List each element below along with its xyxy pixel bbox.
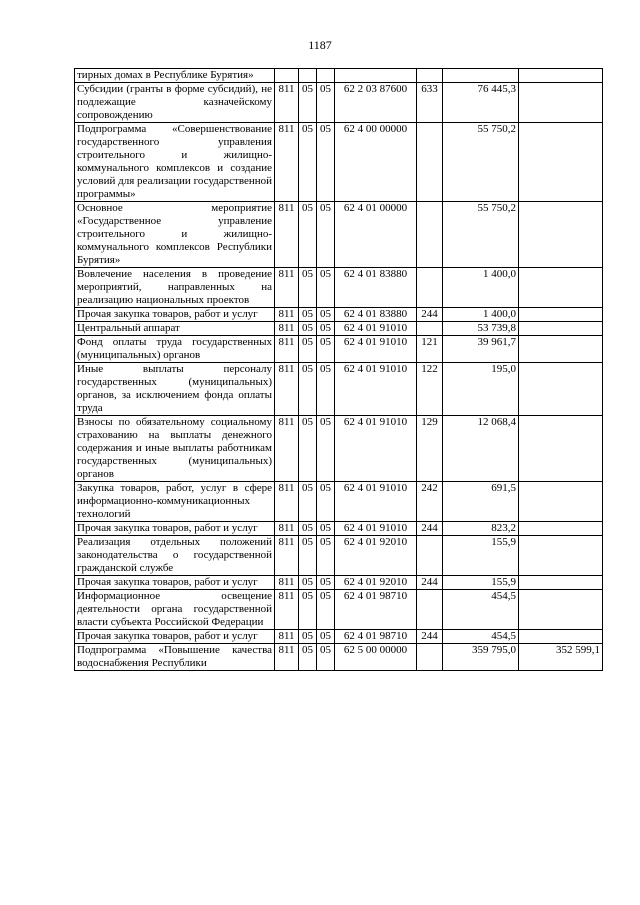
expense-type-code-cell (417, 69, 443, 83)
expense-name-cell: Иные выплаты персоналу государственных (муниципальных) органов, за исключением фонда оплаты труда (75, 363, 275, 416)
amount-cell: 76 445,3 (443, 83, 519, 123)
target-item-code-cell: 62 4 01 91010 (335, 416, 417, 482)
amount-cell: 155,9 (443, 576, 519, 590)
table-row (75, 123, 603, 202)
ministry-code-cell: 811 (275, 644, 299, 671)
expense-type-code-cell: 244 (417, 630, 443, 644)
amount-secondary-cell (519, 482, 603, 522)
table-row (75, 308, 603, 322)
ministry-code-cell: 811 (275, 536, 299, 576)
amount-secondary-cell: 352 599,1 (519, 644, 603, 671)
target-item-code-cell: 62 5 00 00000 (335, 644, 417, 671)
ministry-code-cell: 811 (275, 522, 299, 536)
amount-cell: 39 961,7 (443, 336, 519, 363)
table-row (75, 363, 603, 416)
expense-name-cell: Центральный аппарат (75, 322, 275, 336)
table-row (75, 522, 603, 536)
table-row (75, 322, 603, 336)
expense-name-cell: Информационное освещение деятельности органа государственной власти субъекта Российской Федерации (75, 590, 275, 630)
section-code-cell: 05 (299, 322, 317, 336)
expense-type-code-cell (417, 322, 443, 336)
subsection-code-cell: 05 (317, 522, 335, 536)
table-row (75, 590, 603, 630)
expense-type-code-cell (417, 202, 443, 268)
ministry-code-cell: 811 (275, 202, 299, 268)
amount-cell: 1 400,0 (443, 308, 519, 322)
amount-cell: 454,5 (443, 630, 519, 644)
table-row (75, 336, 603, 363)
ministry-code-cell: 811 (275, 336, 299, 363)
amount-secondary-cell (519, 576, 603, 590)
subsection-code-cell: 05 (317, 416, 335, 482)
target-item-code-cell: 62 4 01 91010 (335, 522, 417, 536)
subsection-code-cell: 05 (317, 202, 335, 268)
expense-name-cell: Основное мероприятие «Государственное управление строительного и жилищно-коммунального комплексов Республики Бурятия» (75, 202, 275, 268)
table-row (75, 630, 603, 644)
amount-secondary-cell (519, 416, 603, 482)
table-row (75, 644, 603, 671)
ministry-code-cell: 811 (275, 363, 299, 416)
ministry-code-cell: 811 (275, 482, 299, 522)
target-item-code-cell: 62 4 01 83880 (335, 268, 417, 308)
ministry-code-cell: 811 (275, 83, 299, 123)
amount-cell: 454,5 (443, 590, 519, 630)
amount-secondary-cell (519, 83, 603, 123)
subsection-code-cell: 05 (317, 308, 335, 322)
table-row (75, 576, 603, 590)
subsection-code-cell: 05 (317, 268, 335, 308)
table-row (75, 83, 603, 123)
section-code-cell: 05 (299, 522, 317, 536)
section-code-cell: 05 (299, 630, 317, 644)
amount-cell: 12 068,4 (443, 416, 519, 482)
ministry-code-cell (275, 69, 299, 83)
expense-name-cell: Прочая закупка товаров, работ и услуг (75, 522, 275, 536)
amount-secondary-cell (519, 522, 603, 536)
target-item-code-cell: 62 4 01 92010 (335, 576, 417, 590)
expense-type-code-cell (417, 644, 443, 671)
ministry-code-cell: 811 (275, 576, 299, 590)
section-code-cell: 05 (299, 536, 317, 576)
expense-type-code-cell: 244 (417, 308, 443, 322)
ministry-code-cell: 811 (275, 416, 299, 482)
subsection-code-cell: 05 (317, 576, 335, 590)
ministry-code-cell: 811 (275, 308, 299, 322)
amount-cell (443, 69, 519, 83)
subsection-code-cell: 05 (317, 644, 335, 671)
subsection-code-cell: 05 (317, 536, 335, 576)
amount-secondary-cell (519, 308, 603, 322)
ministry-code-cell: 811 (275, 123, 299, 202)
table-row (75, 268, 603, 308)
amount-cell: 1 400,0 (443, 268, 519, 308)
expense-name-cell: Прочая закупка товаров, работ и услуг (75, 576, 275, 590)
expense-name-cell: Прочая закупка товаров, работ и услуг (75, 630, 275, 644)
expense-name-cell: Прочая закупка товаров, работ и услуг (75, 308, 275, 322)
ministry-code-cell: 811 (275, 268, 299, 308)
target-item-code-cell: 62 4 01 91010 (335, 482, 417, 522)
expense-type-code-cell: 242 (417, 482, 443, 522)
subsection-code-cell: 05 (317, 83, 335, 123)
table-row (75, 416, 603, 482)
table-row (75, 69, 603, 83)
expense-name-cell: Закупка товаров, работ, услуг в сфере информационно-коммуникационных технологий (75, 482, 275, 522)
target-item-code-cell: 62 4 01 91010 (335, 322, 417, 336)
target-item-code-cell (335, 69, 417, 83)
amount-cell: 691,5 (443, 482, 519, 522)
expense-name-cell: Реализация отдельных положений законодательства о государственной гражданской службе (75, 536, 275, 576)
section-code-cell: 05 (299, 416, 317, 482)
target-item-code-cell: 62 4 01 92010 (335, 536, 417, 576)
amount-secondary-cell (519, 69, 603, 83)
ministry-code-cell: 811 (275, 630, 299, 644)
expense-name-cell: Подпрограмма «Повышение качества водоснабжения Республики (75, 644, 275, 671)
amount-secondary-cell (519, 202, 603, 268)
expense-type-code-cell: 122 (417, 363, 443, 416)
section-code-cell: 05 (299, 123, 317, 202)
amount-cell: 55 750,2 (443, 202, 519, 268)
ministry-code-cell: 811 (275, 590, 299, 630)
section-code-cell: 05 (299, 482, 317, 522)
amount-secondary-cell (519, 336, 603, 363)
table-row (75, 202, 603, 268)
target-item-code-cell: 62 4 01 98710 (335, 630, 417, 644)
subsection-code-cell: 05 (317, 630, 335, 644)
subsection-code-cell: 05 (317, 363, 335, 416)
section-code-cell: 05 (299, 268, 317, 308)
page-number: 1187 (308, 38, 332, 52)
amount-cell: 359 795,0 (443, 644, 519, 671)
section-code-cell: 05 (299, 202, 317, 268)
expense-name-cell: Субсидии (гранты в форме субсидий), не подлежащие казначейскому сопровождению (75, 83, 275, 123)
amount-secondary-cell (519, 123, 603, 202)
amount-cell: 155,9 (443, 536, 519, 576)
expense-type-code-cell: 129 (417, 416, 443, 482)
target-item-code-cell: 62 4 01 98710 (335, 590, 417, 630)
target-item-code-cell: 62 4 01 91010 (335, 336, 417, 363)
amount-cell: 53 739,8 (443, 322, 519, 336)
expense-type-code-cell: 244 (417, 522, 443, 536)
section-code-cell: 05 (299, 363, 317, 416)
amount-secondary-cell (519, 322, 603, 336)
section-code-cell: 05 (299, 590, 317, 630)
amount-secondary-cell (519, 590, 603, 630)
ministry-code-cell: 811 (275, 322, 299, 336)
expense-name-cell: Взносы по обязательному социальному страхованию на выплаты денежного содержания и иные выплаты работникам государственных (муниципальных) органов (75, 416, 275, 482)
amount-cell: 195,0 (443, 363, 519, 416)
target-item-code-cell: 62 4 01 91010 (335, 363, 417, 416)
expense-name-cell: Подпрограмма «Совершенствование государственного управления строительного и жилищно-коммунального комплексов и создание условий для реализации государственной программы» (75, 123, 275, 202)
section-code-cell: 05 (299, 576, 317, 590)
table-row (75, 482, 603, 522)
amount-secondary-cell (519, 630, 603, 644)
expense-type-code-cell: 121 (417, 336, 443, 363)
amount-cell: 55 750,2 (443, 123, 519, 202)
subsection-code-cell: 05 (317, 322, 335, 336)
amount-secondary-cell (519, 268, 603, 308)
expense-type-code-cell (417, 123, 443, 202)
expense-type-code-cell: 244 (417, 576, 443, 590)
target-item-code-cell: 62 2 03 87600 (335, 83, 417, 123)
expense-type-code-cell (417, 536, 443, 576)
section-code-cell: 05 (299, 83, 317, 123)
target-item-code-cell: 62 4 01 00000 (335, 202, 417, 268)
expense-type-code-cell (417, 268, 443, 308)
budget-table (74, 68, 603, 671)
table-row (75, 536, 603, 576)
subsection-code-cell: 05 (317, 482, 335, 522)
expense-name-cell: Вовлечение населения в проведение мероприятий, направленных на реализацию национальных проектов (75, 268, 275, 308)
expense-type-code-cell: 633 (417, 83, 443, 123)
expense-name-cell: тирных домах в Республике Бурятия» (75, 69, 275, 83)
section-code-cell (299, 69, 317, 83)
section-code-cell: 05 (299, 336, 317, 363)
target-item-code-cell: 62 4 01 83880 (335, 308, 417, 322)
amount-cell: 823,2 (443, 522, 519, 536)
subsection-code-cell: 05 (317, 336, 335, 363)
target-item-code-cell: 62 4 00 00000 (335, 123, 417, 202)
subsection-code-cell: 05 (317, 123, 335, 202)
amount-secondary-cell (519, 536, 603, 576)
subsection-code-cell: 05 (317, 590, 335, 630)
amount-secondary-cell (519, 363, 603, 416)
section-code-cell: 05 (299, 308, 317, 322)
subsection-code-cell (317, 69, 335, 83)
section-code-cell: 05 (299, 644, 317, 671)
expense-type-code-cell (417, 590, 443, 630)
expense-name-cell: Фонд оплаты труда государственных (муниципальных) органов (75, 336, 275, 363)
